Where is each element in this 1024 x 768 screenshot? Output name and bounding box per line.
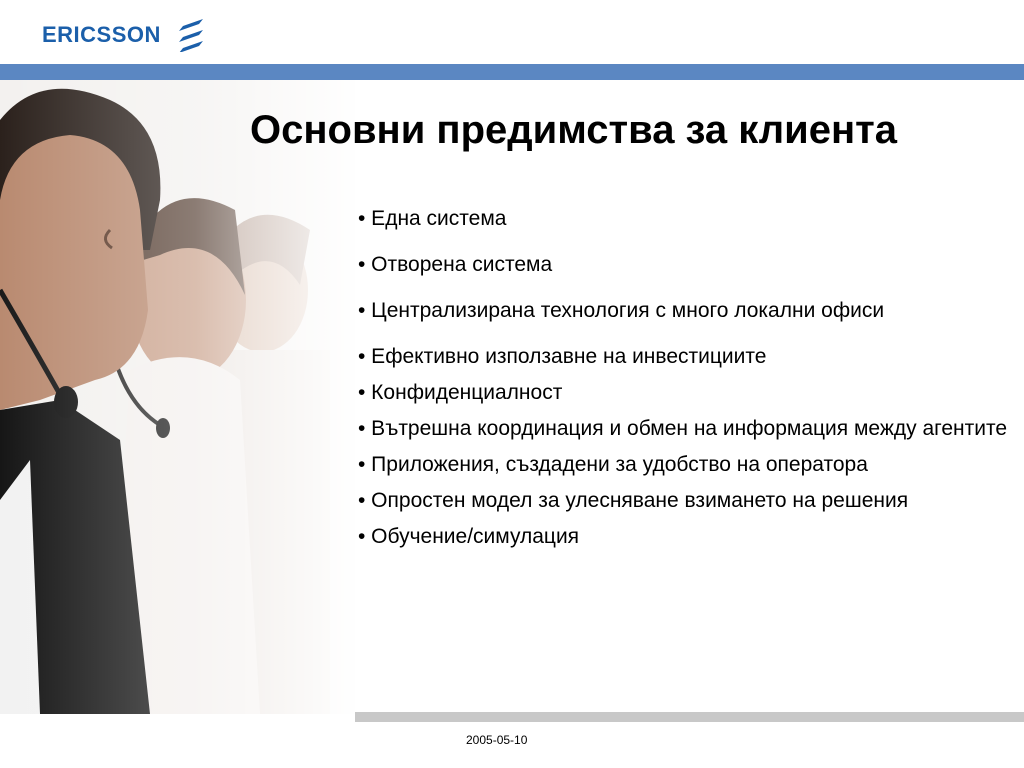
footer-date: 2005-05-10 (466, 733, 528, 747)
list-item: • Една система (358, 207, 507, 230)
header-divider-bar (0, 64, 1024, 80)
footer-divider-bar (355, 712, 1024, 722)
call-center-agents-photo (0, 80, 355, 714)
list-item: • Ефективно използавне на инвестициите (358, 345, 767, 368)
ericsson-logo (42, 18, 205, 52)
list-item: • Конфиденциалност (358, 381, 563, 404)
ericsson-logo-icon (177, 18, 205, 52)
agents-illustration (0, 80, 355, 714)
slide-header (0, 0, 1024, 64)
logo-wordmark: ERICSSON (42, 22, 161, 47)
list-item: • Отворена система (358, 253, 553, 276)
list-item: • Приложения, създадени за удобство на оператора (358, 453, 868, 476)
slide-title: Основни предимства за клиента (250, 108, 898, 152)
list-item: • Вътрешна координация и обмен на информация между агентите (358, 417, 1008, 440)
list-item: • Опростен модел за улесняване взимането на решения (358, 489, 909, 512)
list-item: • Централизирана технология с много локални офиси (358, 299, 885, 322)
list-item: • Обучение/симулация (358, 525, 580, 548)
benefits-list (358, 203, 1018, 553)
